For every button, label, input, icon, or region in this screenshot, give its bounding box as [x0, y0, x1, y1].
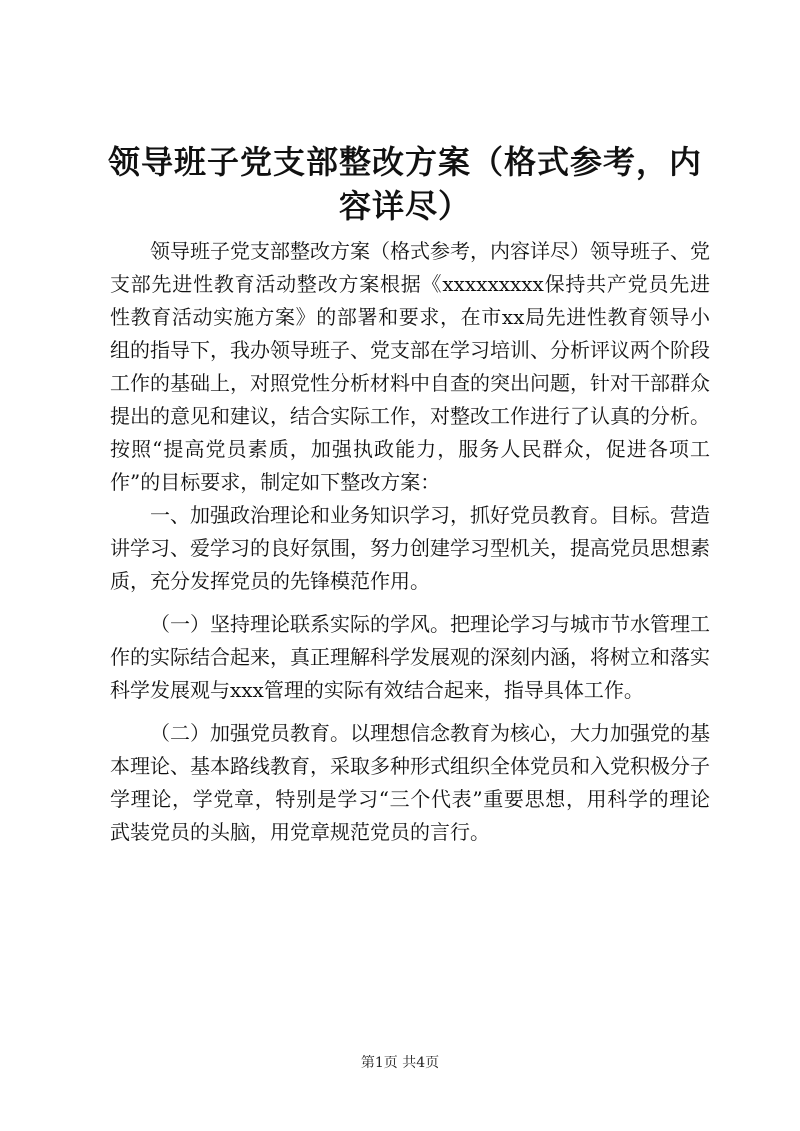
- document-body: [110, 235, 710, 849]
- document-title: 领导班子党支部整改方案（格式参考，内容详尽）: [107, 143, 702, 225]
- paragraph-item-2: （二）加强党员教育。以理想信念教育为核心，大力加强党的基本理论、基本路线教育，采取多种形式组织全体党员和入党积极分子学理论，学党章，特别是学习“三个代表”重要思想，用科学的理论武装党员的头脑，用党章规范党员的言行。: [110, 721, 710, 844]
- paragraph-intro: 领导班子党支部整改方案（格式参考，内容详尽）领导班子、党支部先进性教育活动整改方案根据《xxxxxxxxx保持共产党员先进性教育活动实施方案》的部署和要求，在市xx局先进性教育领导小组的指导下，我办领导班子、党支部在学习培训、分析评议两个阶段工作的基础上，对照党性分析材料中自查的突出问题，针对干部群众提出的意见和建议，结合实际工作，对整改工作进行了认真的分析。按照“提高党员素质，加强执政能力，服务人民群众，促进各项工作”的目标要求，制定如下整改方案：: [110, 239, 710, 494]
- page-number: 第1页 共4页: [360, 1055, 440, 1071]
- paragraph-item-1: （一）坚持理论联系实际的学风。把理论学习与城市节水管理工作的实际结合起来，真正理解科学发展观的深刻内涵，将树立和落实科学发展观与xxx管理的实际有效结合起来，指导具体工作。: [110, 612, 710, 702]
- paragraph-section-1: 一、加强政治理论和业务知识学习，抓好党员教育。目标。营造讲学习、爱学习的良好氛围，努力创建学习型机关，提高党员思想素质，充分发挥党员的先锋模范作用。: [110, 503, 710, 593]
